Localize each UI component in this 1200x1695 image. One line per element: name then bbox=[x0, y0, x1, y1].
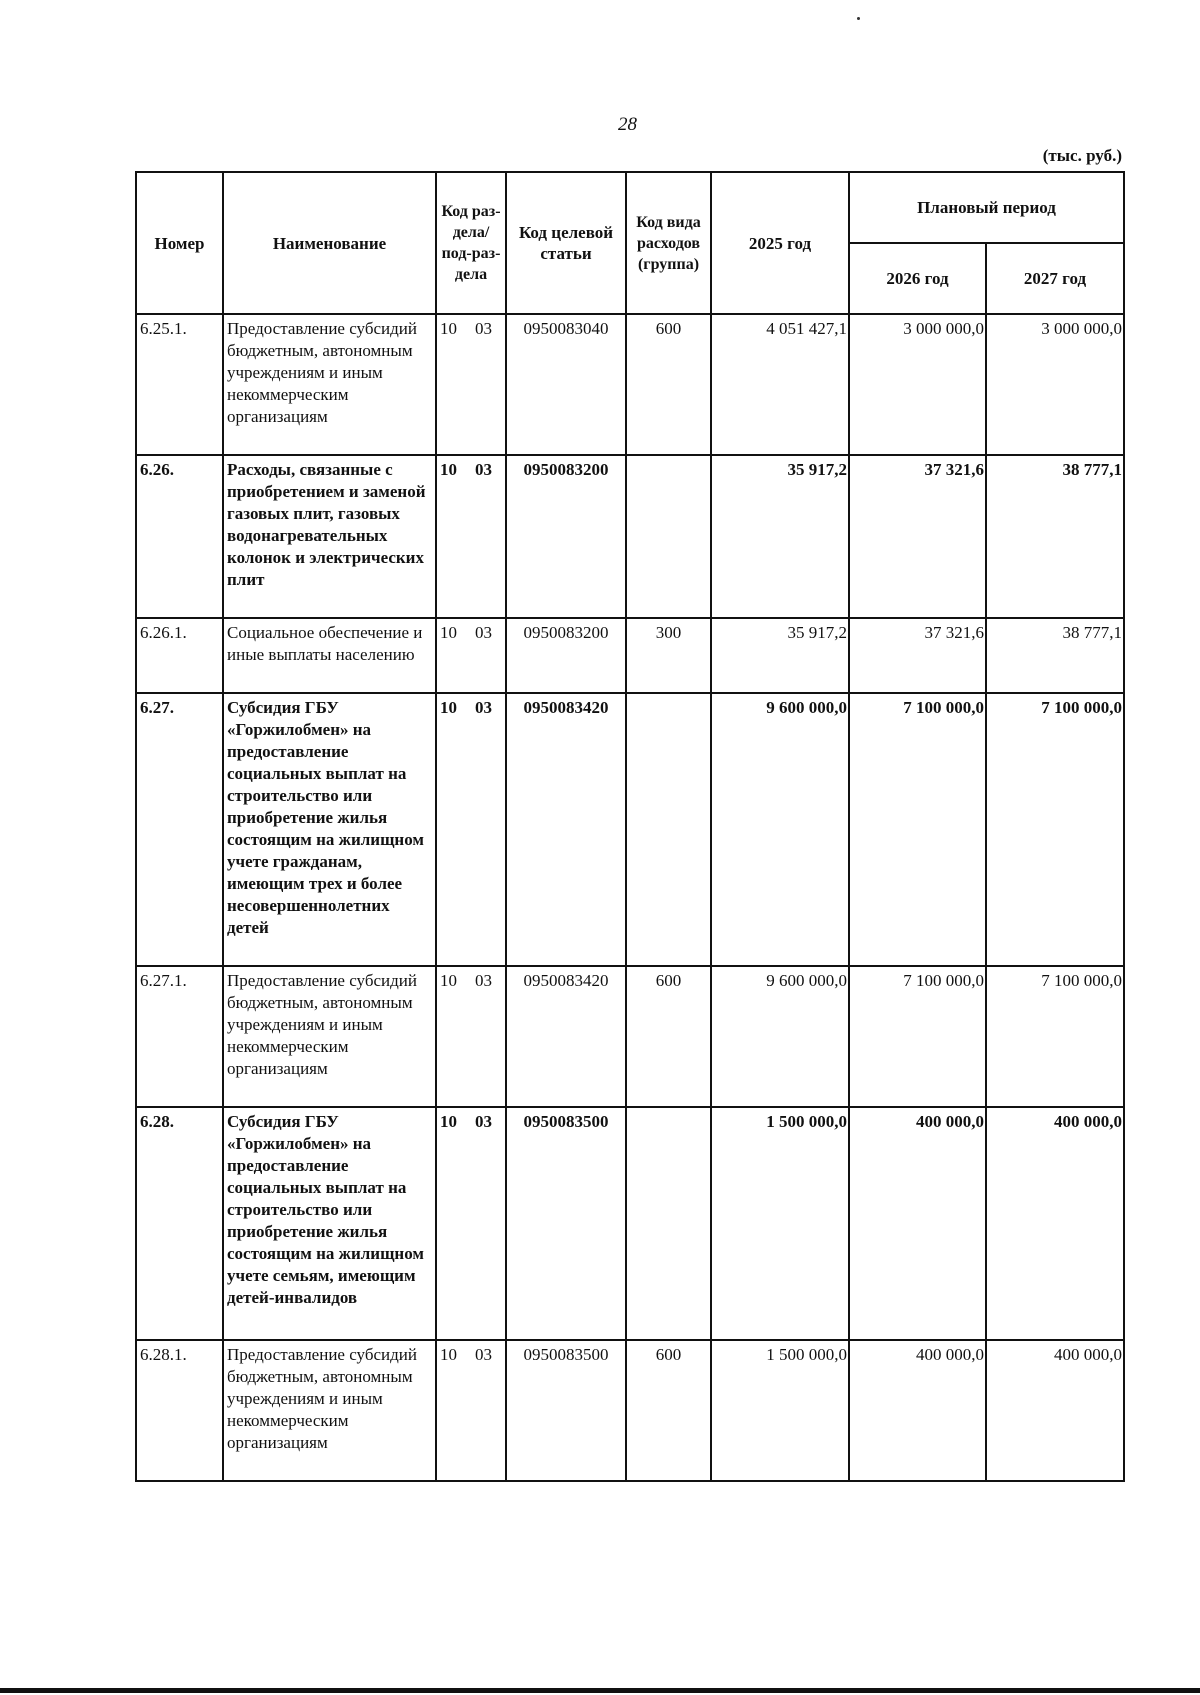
row-expense-group: 600 bbox=[626, 1340, 711, 1481]
row-value-2026: 400 000,0 bbox=[849, 1107, 986, 1340]
row-value-2025: 35 917,2 bbox=[711, 455, 849, 618]
row-target-code: 0950083040 bbox=[506, 314, 626, 455]
header-number: Номер bbox=[136, 172, 223, 314]
units-label: (тыс. руб.) bbox=[1042, 146, 1122, 165]
row-value-2027: 7 100 000,0 bbox=[986, 966, 1124, 1107]
row-value-2025: 35 917,2 bbox=[711, 618, 849, 693]
row-number: 6.26. bbox=[136, 455, 223, 618]
row-value-2027: 7 100 000,0 bbox=[986, 693, 1124, 966]
row-value-2027: 400 000,0 bbox=[986, 1107, 1124, 1340]
table-row bbox=[136, 693, 1124, 966]
scan-speck bbox=[857, 17, 860, 20]
row-section-code: 10 03 bbox=[436, 1340, 506, 1481]
table-row bbox=[136, 1107, 1124, 1340]
table-row bbox=[136, 618, 1124, 693]
row-value-2026: 37 321,6 bbox=[849, 618, 986, 693]
row-value-2025: 1 500 000,0 bbox=[711, 1340, 849, 1481]
row-target-code: 0950083420 bbox=[506, 966, 626, 1107]
row-name: Социальное обеспечение и иные выплаты населению bbox=[223, 618, 436, 693]
row-section-code: 10 03 bbox=[436, 618, 506, 693]
row-target-code: 0950083500 bbox=[506, 1340, 626, 1481]
row-number: 6.25.1. bbox=[136, 314, 223, 455]
row-expense-group bbox=[626, 1107, 711, 1340]
row-value-2025: 1 500 000,0 bbox=[711, 1107, 849, 1340]
row-name: Предоставление субсидий бюджетным, автономным учреждениям и иным некоммерческим организациям bbox=[223, 314, 436, 455]
header-expense-group: Код вида расходов (группа) bbox=[626, 172, 711, 314]
page-number: 28 bbox=[618, 114, 637, 135]
row-value-2026: 37 321,6 bbox=[849, 455, 986, 618]
row-value-2027: 38 777,1 bbox=[986, 618, 1124, 693]
row-target-code: 0950083200 bbox=[506, 618, 626, 693]
row-number: 6.27. bbox=[136, 693, 223, 966]
row-value-2026: 3 000 000,0 bbox=[849, 314, 986, 455]
table-row bbox=[136, 314, 1124, 455]
row-value-2027: 3 000 000,0 bbox=[986, 314, 1124, 455]
row-value-2026: 7 100 000,0 bbox=[849, 966, 986, 1107]
row-target-code: 0950083200 bbox=[506, 455, 626, 618]
row-number: 6.28. bbox=[136, 1107, 223, 1340]
row-name: Расходы, связанные с приобретением и заменой газовых плит, газовых водонагревательных колонок и электрических плит bbox=[223, 455, 436, 618]
row-section-code: 10 03 bbox=[436, 966, 506, 1107]
row-name: Субсидия ГБУ «Горжилобмен» на предоставление социальных выплат на строительство или приобретение жилья состоящим на жилищном учете гражданам, имеющим трех и более несовершеннолетних детей bbox=[223, 693, 436, 966]
row-value-2026: 400 000,0 bbox=[849, 1340, 986, 1481]
row-expense-group bbox=[626, 455, 711, 618]
row-name: Предоставление субсидий бюджетным, автономным учреждениям и иным некоммерческим организациям bbox=[223, 1340, 436, 1481]
row-number: 6.27.1. bbox=[136, 966, 223, 1107]
row-number: 6.28.1. bbox=[136, 1340, 223, 1481]
row-value-2025: 4 051 427,1 bbox=[711, 314, 849, 455]
row-value-2026: 7 100 000,0 bbox=[849, 693, 986, 966]
header-year-2026: 2026 год bbox=[849, 243, 986, 314]
row-section-code: 10 03 bbox=[436, 693, 506, 966]
row-target-code: 0950083500 bbox=[506, 1107, 626, 1340]
row-name: Предоставление субсидий бюджетным, автономным учреждениям и иным некоммерческим организациям bbox=[223, 966, 436, 1107]
header-year-2025: 2025 год bbox=[711, 172, 849, 314]
row-expense-group: 600 bbox=[626, 314, 711, 455]
row-expense-group bbox=[626, 693, 711, 966]
header-planned-period: Плановый период bbox=[849, 172, 1124, 243]
row-value-2025: 9 600 000,0 bbox=[711, 693, 849, 966]
header-section-code: Код раз-дела/ под-раз-дела bbox=[436, 172, 506, 314]
row-section-code: 10 03 bbox=[436, 1107, 506, 1340]
table-row bbox=[136, 966, 1124, 1107]
row-name: Субсидия ГБУ «Горжилобмен» на предоставление социальных выплат на строительство или приобретение жилья состоящим на жилищном учете семьям, имеющим детей-инвалидов bbox=[223, 1107, 436, 1340]
row-value-2027: 400 000,0 bbox=[986, 1340, 1124, 1481]
header-target-code: Код целевой статьи bbox=[506, 172, 626, 314]
table-row bbox=[136, 455, 1124, 618]
row-target-code: 0950083420 bbox=[506, 693, 626, 966]
budget-table bbox=[135, 171, 1125, 1482]
scan-bottom-edge bbox=[0, 1688, 1200, 1693]
row-expense-group: 600 bbox=[626, 966, 711, 1107]
header-name: Наименование bbox=[223, 172, 436, 314]
row-expense-group: 300 bbox=[626, 618, 711, 693]
row-value-2027: 38 777,1 bbox=[986, 455, 1124, 618]
row-value-2025: 9 600 000,0 bbox=[711, 966, 849, 1107]
row-section-code: 10 03 bbox=[436, 314, 506, 455]
table-row bbox=[136, 1340, 1124, 1481]
row-number: 6.26.1. bbox=[136, 618, 223, 693]
row-section-code: 10 03 bbox=[436, 455, 506, 618]
header-year-2027: 2027 год bbox=[986, 243, 1124, 314]
